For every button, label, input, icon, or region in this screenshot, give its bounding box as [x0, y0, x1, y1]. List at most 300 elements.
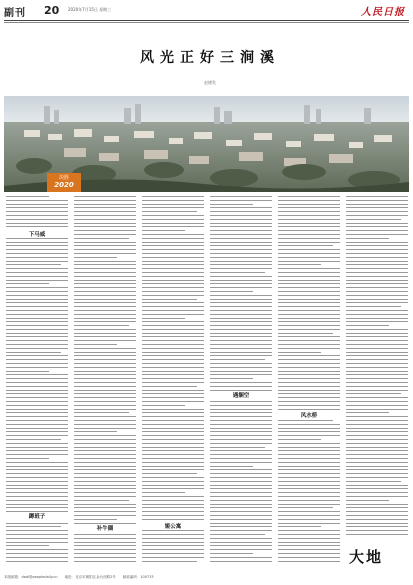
text-line — [74, 276, 136, 277]
text-line — [346, 283, 408, 284]
text-line — [142, 504, 204, 505]
text-line — [346, 211, 408, 212]
text-line — [74, 310, 136, 311]
text-line — [6, 355, 68, 356]
text-line — [210, 207, 272, 208]
text-line — [142, 542, 204, 543]
text-line — [74, 314, 136, 315]
text-line — [210, 557, 272, 558]
text-line — [74, 428, 136, 429]
text-line — [278, 405, 340, 406]
text-line — [142, 534, 204, 535]
text-line — [142, 283, 204, 284]
text-line — [6, 439, 61, 440]
text-line — [142, 302, 204, 303]
text-line — [74, 363, 136, 364]
text-line — [6, 435, 68, 436]
text-line — [278, 523, 340, 524]
text-line — [278, 287, 340, 288]
text-line — [278, 481, 340, 482]
text-line — [142, 458, 204, 459]
text-line — [210, 234, 272, 235]
text-line — [142, 207, 204, 208]
text-line — [346, 488, 408, 489]
text-line — [278, 390, 340, 391]
text-line — [142, 295, 204, 296]
text-line — [74, 439, 136, 440]
text-line — [142, 234, 204, 235]
text-line — [346, 526, 408, 527]
text-line — [210, 374, 272, 375]
text-line — [74, 200, 136, 201]
text-line — [142, 409, 204, 410]
text-line — [346, 302, 408, 303]
text-line — [142, 416, 204, 417]
text-line — [346, 424, 408, 425]
text-line — [6, 416, 68, 417]
text-line — [142, 196, 204, 197]
text-line — [6, 211, 68, 212]
page-number: 20 — [44, 4, 60, 17]
text-line — [278, 409, 340, 410]
text-line — [6, 496, 68, 497]
text-line — [278, 393, 340, 394]
text-line — [346, 314, 408, 315]
text-line — [278, 363, 340, 364]
text-line — [142, 352, 204, 353]
text-line — [74, 272, 136, 273]
text-line — [278, 211, 340, 212]
text-line — [210, 386, 272, 387]
text-line — [278, 477, 340, 478]
paper-logo: 人民日报 — [361, 7, 405, 18]
text-line — [74, 397, 136, 398]
text-line — [74, 268, 136, 269]
text-line — [346, 416, 408, 417]
text-line — [74, 409, 136, 410]
text-line — [74, 238, 129, 239]
text-line — [6, 386, 68, 387]
text-line — [278, 561, 340, 562]
text-line — [278, 511, 340, 512]
text-line — [74, 253, 136, 254]
text-line — [142, 439, 204, 440]
text-line — [142, 261, 204, 262]
text-line — [142, 561, 197, 562]
text-line — [6, 431, 68, 432]
text-line — [6, 310, 68, 311]
text-line — [142, 325, 204, 326]
text-line — [278, 504, 340, 505]
text-line — [346, 291, 408, 292]
text-line — [74, 507, 136, 508]
text-line — [278, 534, 340, 535]
text-line — [6, 352, 61, 353]
text-line — [278, 519, 340, 520]
text-line — [346, 238, 389, 239]
text-line — [74, 325, 129, 326]
text-line — [142, 477, 204, 478]
text-line — [6, 295, 68, 296]
text-line — [6, 473, 68, 474]
text-line — [346, 473, 408, 474]
text-line — [210, 488, 272, 489]
text-line — [278, 329, 340, 330]
text-line — [346, 363, 408, 364]
text-line — [74, 283, 136, 284]
text-line — [6, 219, 68, 220]
text-line — [210, 447, 265, 448]
text-line — [346, 462, 408, 463]
text-line — [210, 538, 272, 539]
text-line — [210, 511, 272, 512]
text-line — [346, 420, 408, 421]
text-line — [74, 416, 136, 417]
text-line — [74, 401, 136, 402]
text-line — [346, 245, 408, 246]
text-line — [6, 257, 68, 258]
text-line — [74, 352, 136, 353]
text-line — [74, 515, 136, 516]
text-line — [278, 454, 340, 455]
text-line — [278, 485, 340, 486]
text-line — [142, 253, 204, 254]
text-line — [74, 382, 136, 383]
text-line — [74, 204, 136, 205]
text-line — [278, 557, 340, 558]
text-line — [210, 530, 272, 531]
text-line — [6, 530, 68, 531]
text-line — [210, 549, 272, 550]
text-line — [278, 507, 333, 508]
text-line — [278, 245, 333, 246]
text-line — [210, 382, 272, 383]
text-line — [142, 545, 204, 546]
text-line — [346, 519, 408, 520]
text-line — [6, 325, 68, 326]
text-line — [142, 492, 185, 493]
masthead — [4, 4, 409, 20]
text-line — [210, 280, 272, 281]
text-line — [210, 249, 272, 250]
article-column-6 — [346, 196, 408, 541]
text-line — [210, 371, 272, 372]
text-line — [346, 374, 408, 375]
text-line — [142, 238, 204, 239]
text-line — [210, 416, 272, 417]
text-line — [278, 283, 340, 284]
text-line — [142, 378, 204, 379]
text-line — [210, 561, 272, 562]
text-line — [6, 226, 68, 227]
text-line — [210, 469, 272, 470]
text-line — [346, 257, 408, 258]
text-line — [142, 249, 204, 250]
text-line — [74, 485, 136, 486]
text-line — [346, 200, 408, 201]
text-line — [74, 257, 117, 258]
text-line — [346, 530, 408, 531]
article-column-2 — [74, 196, 136, 568]
text-line — [74, 333, 136, 334]
text-line — [142, 276, 204, 277]
text-line — [278, 386, 340, 387]
text-line — [210, 287, 272, 288]
text-line — [210, 268, 272, 269]
text-line — [346, 276, 408, 277]
text-line — [210, 363, 272, 364]
text-line — [210, 276, 272, 277]
text-line — [74, 405, 136, 406]
text-line — [142, 428, 204, 429]
text-line — [74, 420, 136, 421]
text-line — [210, 257, 272, 258]
text-line — [210, 515, 272, 516]
text-line — [142, 306, 204, 307]
text-line — [346, 443, 408, 444]
text-line — [74, 496, 136, 497]
text-line — [142, 386, 197, 387]
text-line — [74, 390, 136, 391]
text-line — [210, 409, 272, 410]
text-line — [210, 336, 272, 337]
text-line — [142, 318, 185, 319]
masthead-rule-thin — [4, 22, 409, 23]
text-line — [6, 553, 68, 554]
text-line — [6, 333, 68, 334]
text-line — [210, 485, 272, 486]
text-line — [278, 371, 340, 372]
text-line — [346, 359, 408, 360]
text-line — [74, 443, 136, 444]
text-line — [142, 469, 204, 470]
text-line — [278, 219, 340, 220]
text-line — [210, 420, 272, 421]
text-line — [346, 321, 408, 322]
text-line — [74, 488, 136, 489]
text-line — [278, 242, 340, 243]
text-line — [346, 458, 408, 459]
text-line — [346, 261, 408, 262]
text-line — [74, 264, 136, 265]
text-line — [210, 272, 265, 273]
text-line — [346, 325, 389, 326]
text-line — [210, 473, 272, 474]
section-title-6: 风水桥 — [278, 411, 340, 419]
text-line — [74, 196, 136, 197]
text-line — [278, 397, 340, 398]
text-line — [74, 318, 136, 319]
text-line — [346, 481, 401, 482]
text-line — [278, 458, 340, 459]
text-line — [142, 226, 204, 227]
text-line — [278, 447, 340, 448]
text-line — [210, 439, 272, 440]
text-line — [210, 219, 272, 220]
text-line — [142, 485, 204, 486]
text-line — [74, 371, 136, 372]
text-line — [6, 245, 68, 246]
text-line — [278, 553, 340, 554]
text-line — [210, 401, 272, 402]
text-line — [346, 504, 408, 505]
text-line — [74, 545, 136, 546]
text-line — [346, 196, 408, 197]
text-line — [142, 447, 204, 448]
text-line — [278, 276, 340, 277]
text-line — [210, 545, 272, 546]
text-line — [142, 450, 204, 451]
text-line — [6, 280, 68, 281]
text-line — [142, 291, 204, 292]
text-line — [74, 534, 136, 535]
text-line — [6, 412, 68, 413]
text-line — [346, 318, 408, 319]
text-line — [210, 230, 272, 231]
text-line — [278, 542, 340, 543]
text-line — [74, 477, 136, 478]
text-line — [210, 238, 272, 239]
text-line — [210, 314, 272, 315]
column-badge — [47, 173, 81, 192]
text-line — [346, 295, 408, 296]
text-line — [278, 196, 340, 197]
text-line — [74, 306, 136, 307]
text-line — [210, 443, 272, 444]
text-line — [74, 538, 136, 539]
text-line — [6, 447, 68, 448]
section-title-5: 遇捆空 — [210, 391, 272, 399]
text-line — [278, 420, 333, 421]
text-line — [210, 500, 272, 501]
text-line — [278, 428, 340, 429]
text-line — [278, 450, 340, 451]
text-line — [6, 318, 68, 319]
text-line — [210, 553, 253, 554]
text-line — [142, 355, 204, 356]
text-line — [142, 538, 204, 539]
text-line — [6, 344, 68, 345]
text-line — [210, 504, 272, 505]
text-line — [6, 374, 68, 375]
text-line — [74, 519, 117, 520]
text-line — [278, 401, 340, 402]
text-line — [346, 405, 408, 406]
text-line — [6, 253, 68, 254]
text-line — [210, 507, 272, 508]
text-line — [6, 302, 68, 303]
text-line — [142, 401, 204, 402]
text-line — [142, 507, 204, 508]
text-line — [278, 435, 340, 436]
text-line — [6, 397, 68, 398]
text-line — [210, 519, 272, 520]
text-line — [346, 280, 408, 281]
text-line — [210, 223, 272, 224]
text-line — [6, 409, 68, 410]
text-line — [6, 477, 68, 478]
text-line — [278, 538, 340, 539]
text-line — [278, 374, 340, 375]
text-line — [278, 291, 340, 292]
text-line — [6, 336, 68, 337]
text-line — [142, 553, 204, 554]
text-line — [346, 352, 408, 353]
column-badge-top: 决胜 — [58, 175, 69, 181]
text-line — [142, 344, 204, 345]
text-line — [74, 447, 136, 448]
text-line — [142, 435, 204, 436]
text-line — [6, 458, 49, 459]
text-line — [74, 219, 136, 220]
text-line — [278, 382, 340, 383]
text-line — [210, 435, 272, 436]
text-line — [142, 481, 204, 482]
text-line — [6, 283, 49, 284]
text-line — [210, 462, 272, 463]
text-line — [74, 287, 136, 288]
text-line — [278, 280, 340, 281]
text-line — [6, 200, 68, 201]
text-line — [210, 291, 253, 292]
text-line — [278, 249, 340, 250]
text-line — [346, 515, 408, 516]
text-line — [278, 424, 340, 425]
text-line — [6, 272, 68, 273]
text-line — [346, 534, 408, 535]
corner-mark: 大地 — [349, 548, 384, 566]
text-line — [6, 359, 68, 360]
text-line — [6, 215, 68, 216]
text-line — [74, 542, 136, 543]
text-line — [278, 268, 340, 269]
text-line — [210, 352, 272, 353]
text-line — [346, 500, 389, 501]
text-line — [278, 496, 340, 497]
text-line — [346, 447, 408, 448]
text-line — [346, 412, 389, 413]
text-line — [346, 435, 408, 436]
text-line — [74, 469, 136, 470]
text-line — [346, 299, 408, 300]
text-line — [142, 390, 204, 391]
text-line — [346, 253, 408, 254]
text-line — [74, 299, 136, 300]
text-line — [346, 386, 408, 387]
text-line — [278, 253, 340, 254]
text-line — [74, 249, 136, 250]
text-line — [6, 314, 68, 315]
text-line — [74, 462, 136, 463]
text-line — [278, 545, 340, 546]
text-line — [74, 458, 136, 459]
text-line — [210, 492, 272, 493]
text-line — [6, 401, 68, 402]
page-footer: 本版邮箱：dadi@peopledaily.cn 地址：北京市朝阳区金台西路2号 邮政编码：100733 — [4, 575, 154, 579]
text-line — [6, 196, 49, 197]
text-line — [142, 412, 204, 413]
text-line — [210, 245, 272, 246]
text-line — [142, 223, 204, 224]
text-line — [74, 344, 117, 345]
text-line — [6, 462, 68, 463]
text-line — [142, 420, 204, 421]
text-line — [74, 492, 136, 493]
text-line — [74, 211, 136, 212]
text-line — [346, 344, 408, 345]
text-line — [210, 378, 253, 379]
text-line — [74, 234, 136, 235]
